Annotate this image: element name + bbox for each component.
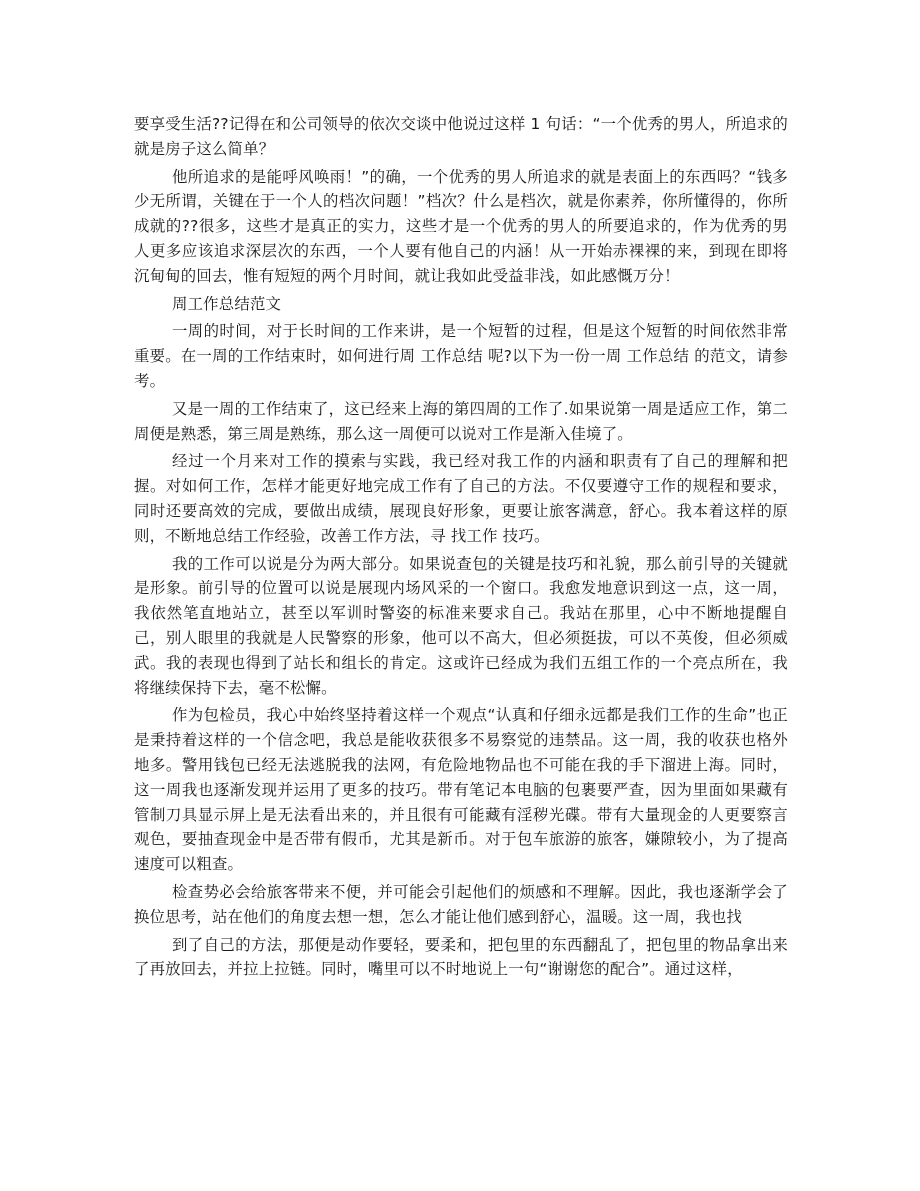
paragraph-two-parts: 我的工作可以说是分为两大部分。如果说查包的关键是技巧和礼貌，那么前引导的关键就是形象。前引导的位置可以说是展现内场风采的一个窗口。我愈发地意识到这一点，这一周，我依然笔直地站立，甚至以军训时警姿的标准来要求自己。我站在那里，心中不断地提醒自己，别人眼里的我就是人民警察的形象，他可以不高大，但必须挺拔，可以不英俊，但必须威武。我的表现也得到了站长和组长的肯定。这或许已经成为我们五组工作的一个亮点所在，我将继续保持下去，毫不松懈。 [134,554,788,697]
paragraph-method: 到了自己的方法，那便是动作要轻，要柔和，把包里的东西翻乱了，把包里的物品拿出来了再放回去，并拉上拉链。同时，嘴里可以不时地说上一句“谢谢您的配合”。通过这样， [134,935,788,979]
paragraph-fourth-week: 又是一周的工作结束了，这已经来上海的第四周的工作了.如果说第一周是适应工作，第二周便是熟悉，第三周是熟练，那么这一周便可以说对工作是渐入佳境了。 [134,399,788,443]
paragraph-pursuit: 他所追求的是能呼风唤雨！”的确，一个优秀的男人所追求的就是表面上的东西吗？“钱多少无所谓，关键在于一个人的档次问题！”档次？什么是档次，就是你素养，你所懂得的，你所成就的??很多，这些才是真正的实力，这些才是一个优秀的男人的所要追求的，作为优秀的男人更多应该追求深层次的东西，一个人要有他自己的内涵！从一开始赤裸裸的来，到现在即将沉甸甸的回去，惟有短短的两个月时间，就让我如此受益非浅，如此感慨万分！ [134,167,788,285]
document-body [134,112,788,982]
paragraph-week-intro: 一周的时间，对于长时间的工作来讲，是一个短暂的过程，但是这个短暂的时间依然非常重要。在一周的工作结束时，如何进行周 工作总结 呢?以下为一份一周 工作总结 的范文，请参考。 [134,322,788,390]
section-title: 周工作总结范文 [172,294,282,313]
paragraph-practice: 经过一个月来对工作的摸索与实践，我已经对我工作的内涵和职责有了自己的理解和把握。对如何工作，怎样才能更好地完成工作有了自己的方法。不仅要遵守工作的规程和要求，同时还要高效的完成，要做出成绩，展现良好形象，更要让旅客满意，舒心。我本着这样的原则，不断地总结工作经验，改善工作方法，寻 找工作 技巧。 [134,452,788,545]
paragraph-inspector: 作为包检员，我心中始终坚持着这样一个观点“认真和仔细永远都是我们工作的生命”也正是秉持着这样的一个信念吧，我总是能收获很多不易察觉的违禁品。这一周，我的收获也格外地多。警用钱包已经无法逃脱我的法网，有危险地物品也不可能在我的手下溜进上海。同时，这一周我也逐渐发现并运用了更多的技巧。带有笔记本电脑的包裹要严查，因为里面如果藏有管制刀具显示屏上是无法看出来的，并且很有可能藏有淫秽光碟。带有大量现金的人更要察言观色，要抽查现金中是否带有假币，尤其是新币。对于包车旅游的旅客，嫌隙较小，为了提高速度可以粗查。 [134,706,788,874]
paragraph-intro-continuation: 要享受生活??记得在和公司领导的依次交谈中他说过这样 1 句话：“一个优秀的男人，所追求的就是房子这么简单？ [134,115,788,158]
paragraph-inconvenience: 检查势必会给旅客带来不便，并可能会引起他们的烦感和不理解。因此，我也逐渐学会了换位思考，站在他们的角度去想一想，怎么才能让他们感到舒心，温暖。这一周，我也找 [134,882,788,926]
